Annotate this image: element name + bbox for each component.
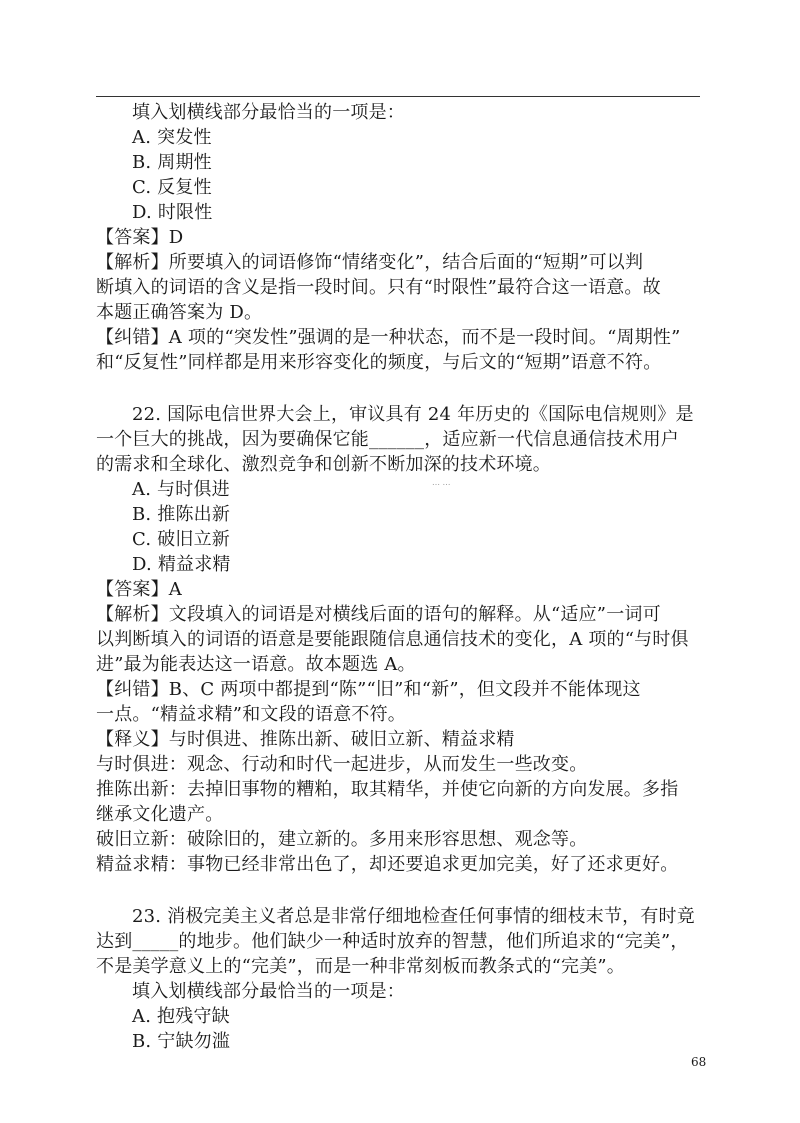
q23-option-a: A. 抱残守缺 (132, 1006, 230, 1027)
q21-option-a: A. 突发性 (132, 127, 212, 148)
q22-option-d: D. 精益求精 (132, 554, 231, 575)
q23-stem-line: 不是美学意义上的“完美”，而是一种非常刻板而教条式的“完美”。 (96, 956, 626, 977)
q21-correction-line: 和“反复性”同样都是用来形容变化的频度，与后文的“短期”语意不符。 (96, 352, 662, 373)
q23-stem-line: 达到_____的地步。他们缺少一种适时放弃的智慧，他们所追求的“完美”， (96, 931, 689, 952)
section-gap (96, 375, 702, 402)
q22-analysis-line: 进”最为能表达这一语意。故本题选 A。 (96, 654, 416, 675)
q21-analysis-line: 本题正确答案为 D。 (96, 302, 263, 323)
q21-correction-line: 【纠错】A 项的“突发性”强调的是一种状态，而不是一段时间。“周期性” (96, 327, 681, 348)
q21-analysis-line: 断填入的词语的含义是指一段时间。只有“时限性”最符合这一语意。故 (96, 277, 661, 298)
q22-answer: 【答案】A (96, 579, 182, 600)
stray-dots: … … (432, 478, 451, 487)
q22-analysis-line: 以判断填入的词语的语意是要能跟随信息通信技术的变化，A 项的“与时俱 (96, 629, 689, 650)
section-gap (96, 877, 702, 904)
q21-option-b: B. 周期性 (132, 152, 212, 173)
q23-prompt: 填入划横线部分最恰当的一项是： (132, 981, 405, 1002)
q22-stem-line: 22. 国际电信世界大会上，审议具有 24 年历史的《国际电信规则》是 (132, 404, 694, 425)
q22-meaning-line: 与时俱进：观念、行动和时代一起进步，从而发生一些改变。 (96, 754, 588, 775)
q21-answer: 【答案】D (96, 227, 184, 248)
q21-prompt: 填入划横线部分最恰当的一项是： (132, 102, 405, 123)
q22-option-a: A. 与时俱进 (132, 479, 230, 500)
q22-stem-line: 的需求和全球化、激烈竞争和创新不断加深的技术环境。 (96, 454, 551, 475)
q23-option-b: B. 宁缺勿滥 (132, 1031, 231, 1052)
q21-analysis-line: 【解析】所要填入的词语修饰“情绪变化”，结合后面的“短期”可以判 (96, 252, 644, 273)
page-number: 68 (691, 1055, 707, 1069)
q21-option-d: D. 时限性 (132, 202, 213, 223)
page-content (96, 100, 702, 1054)
q22-analysis-line: 【解析】文段填入的词语是对横线后面的语句的解释。从“适应”一词可 (96, 604, 661, 625)
q21-option-c: C. 反复性 (132, 177, 212, 198)
q22-meaning-line: 推陈出新：去掉旧事物的糟粕，取其精华，并使它向新的方向发展。多指 (96, 779, 679, 800)
q23-stem-line: 23. 消极完美主义者总是非常仔细地检查任何事情的细枝末节，有时竟 (132, 906, 695, 927)
q22-correction-line: 【纠错】B、C 两项中都提到“陈”“旧”和“新”，但文段并不能体现这 (96, 679, 641, 700)
header-rule (96, 96, 700, 97)
q22-correction-line: 一点。“精益求精”和文段的语意不符。 (96, 704, 407, 725)
q22-meaning-line: 继承文化遗产。 (96, 804, 224, 825)
q22-meaning-line: 精益求精：事物已经非常出色了，却还要追求更加完美，好了还求更好。 (96, 854, 679, 875)
q22-meaning-line: 【释义】与时俱进、推陈出新、破旧立新、精益求精 (96, 729, 515, 750)
q22-stem-line: 一个巨大的挑战，因为要确保它能______，适应新一代信息通信技术用户 (96, 429, 679, 450)
q22-option-c: C. 破旧立新 (132, 529, 230, 550)
q22-meaning-line: 破旧立新：破除旧的，建立新的。多用来形容思想、观念等。 (96, 829, 588, 850)
q22-option-b: B. 推陈出新 (132, 504, 231, 525)
